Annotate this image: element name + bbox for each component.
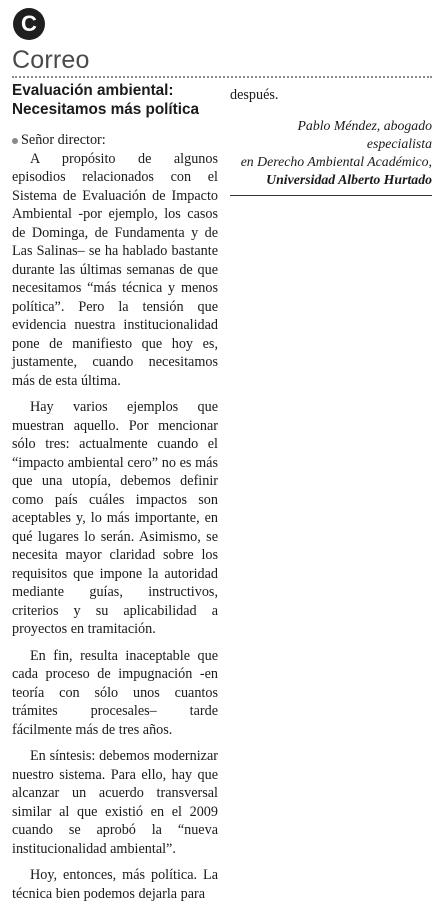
salutation-line <box>12 131 218 150</box>
letter-headline: Evaluación ambiental: Necesitamos más política <box>12 82 200 118</box>
body-paragraph: En fin, resulta inaceptable que cada proceso de impugnación -en teoría con sólo unos cuantos trámites procesales– tarde fácilmente más de tres años. <box>12 647 218 738</box>
section-title: Correo <box>12 46 90 74</box>
letter-column-1 <box>12 131 218 911</box>
body-paragraph: Hay varios ejemplos que muestran aquello. Por mencionar sólo tres: actualmente cuando el “impacto ambiental cero” no es más que una utopía, debemos definir como país cuáles impactos son aceptables y, lo más importante, en qué lugares lo serán. Asimismo, se necesita mayor claridad sobre los requisitos que impone la autoridad mediante guías, instructivos, criterios y su aplicabilidad a proyectos en tramitación. <box>12 399 218 637</box>
section-divider <box>12 76 432 78</box>
author-affiliation: Universidad Alberto Hurtado <box>266 171 432 187</box>
author-name: Pablo Méndez, abogado especialista <box>297 117 432 151</box>
author-role: en Derecho Ambiental Académico, <box>240 153 432 169</box>
end-divider <box>230 195 432 196</box>
section-badge: C <box>13 8 45 40</box>
salutation: Señor director: <box>21 132 106 148</box>
body-paragraph: Hoy, entonces, más política. La técnica bien podemos dejarla para <box>12 867 218 902</box>
body-paragraph: A propósito de algunos episodios relacionados con el Sistema de Evaluación de Impacto Ambiental -por ejemplo, los casos de Dominga, de Fundamenta y de Las Salinas– se ha hablado bastante durante las últimas semanas de que necesitamos “más técnica y menos política”. Pero la tensión que evidencia nuestra institucionalidad pone de manifiesto que hoy es, justamente, cuando necesitamos más de esta última. <box>12 150 218 389</box>
letter-column-2 <box>230 86 432 196</box>
signature-block <box>230 117 432 189</box>
continuation-text: después. <box>230 87 279 103</box>
bullet-icon <box>12 138 18 144</box>
body-paragraph: En síntesis: debemos modernizar nuestro sistema. Para ello, hay que alcanzar un acuerdo transversal similar al que existió en el 2009 cuando se aprobó la “nueva institucionalidad ambiental”. <box>12 748 218 857</box>
